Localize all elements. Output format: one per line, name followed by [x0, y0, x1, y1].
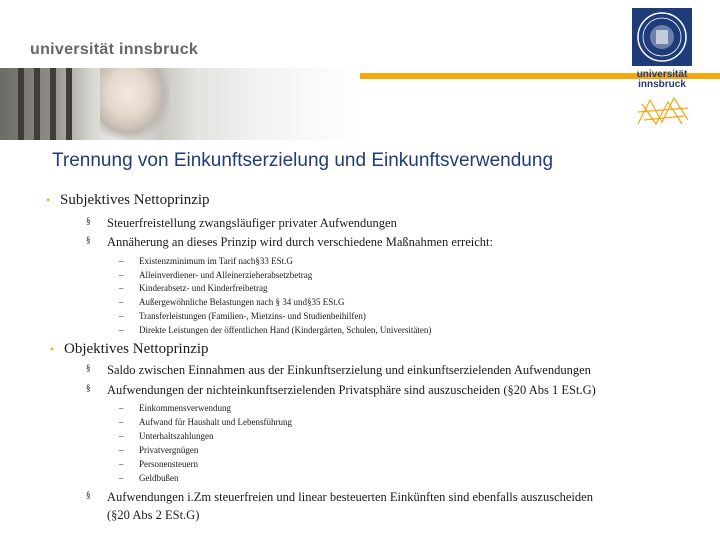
sub-list-item: – Unterhaltszahlungen	[119, 431, 214, 441]
sub-list-item: – Privatvergnügen	[119, 445, 199, 455]
section-heading-text: Subjektives Nettoprinzip	[60, 192, 210, 208]
photo-fade	[200, 68, 360, 140]
sub-list-item: – Transferleistungen (Familien-, Mietzins- und Studienbeihilfen)	[119, 311, 366, 321]
bullet-marker: •	[50, 342, 55, 356]
sub-list-item: – Personensteuern	[119, 459, 198, 469]
sub-list-item: – Einkommensverwendung	[119, 403, 231, 413]
sub-list-item: – Direkte Leistungen der öffentlichen Hand (Kindergärten, Schulen, Universitäten)	[119, 325, 432, 335]
slide-title: Trennung von Einkunftserzielung und Einkunftsverwendung	[52, 150, 554, 171]
logo-line1: universität	[636, 69, 688, 80]
list-item-continuation: (§20 Abs 2 ESt.G)	[107, 508, 200, 522]
university-logo	[632, 8, 692, 128]
sub-list-item: – Existenzminimum im Tarif nach§33 ESt.G	[119, 256, 293, 266]
logo-line2: innsbruck	[638, 79, 686, 90]
bullet-marker: •	[46, 193, 51, 207]
sub-list-item: – Alleinverdiener- und Alleinerzieherabsetzbetrag	[119, 270, 313, 280]
section-heading-subjektiv	[46, 192, 210, 209]
section-heading-objektiv	[50, 341, 209, 358]
section-heading-text: Objektives Nettoprinzip	[64, 341, 209, 357]
header-banner	[0, 0, 720, 140]
list-item: § Saldo zwischen Einnahmen aus der Einkunftserzielung und einkunftserzielenden Aufwendungen	[86, 363, 591, 377]
sub-list-item: – Kinderabsetz- und Kinderfreibetrag	[119, 283, 268, 293]
university-wordmark: universität innsbruck	[30, 41, 199, 58]
logo-mesh-icon	[636, 94, 690, 126]
list-item: § Steuerfreistellung zwangsläufiger privater Aufwendungen	[86, 216, 397, 230]
list-item: § Aufwendungen i.Zm steuerfreien und linear besteuerten Einkünften sind ebenfalls auszuscheiden	[86, 490, 593, 504]
list-item: § Aufwendungen der nichteinkunftserzielenden Privatsphäre sind auszuscheiden (§20 Abs 1 ESt.G)	[86, 383, 596, 397]
sub-list-item: – Außergewöhnliche Belastungen nach § 34 und§35 ESt.G	[119, 297, 345, 307]
sub-list-item: – Geldbußen	[119, 473, 179, 483]
list-item: § Annäherung an dieses Prinzip wird durch verschiedene Maßnahmen erreicht:	[86, 235, 493, 249]
sub-list-item: – Aufwand für Haushalt und Lebensführung	[119, 417, 292, 427]
seal-icon	[632, 8, 692, 66]
header-photo	[0, 68, 200, 140]
